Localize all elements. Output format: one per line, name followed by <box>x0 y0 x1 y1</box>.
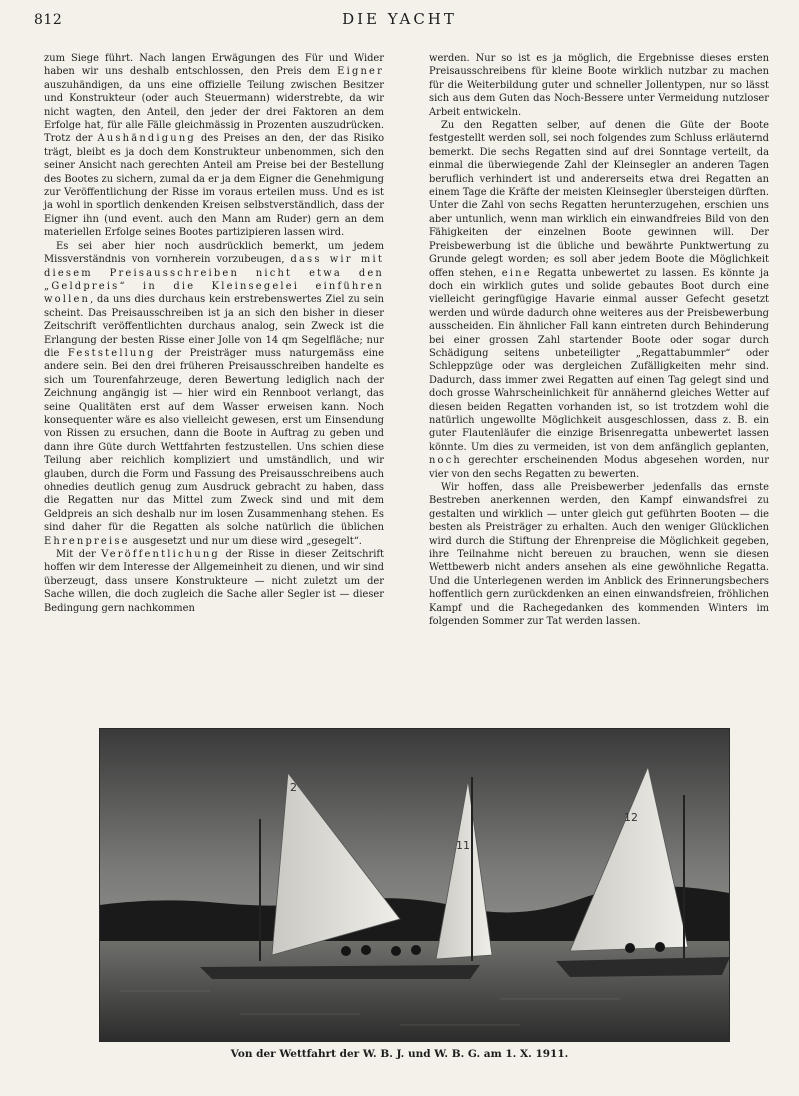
spaced-emphasis: noch <box>429 455 462 467</box>
spaced-emphasis: Feststellung <box>67 347 156 359</box>
hull <box>200 965 480 979</box>
paragraph <box>44 240 384 548</box>
paragraph <box>44 52 384 240</box>
article-body <box>44 52 769 712</box>
sail-number: 11 <box>456 839 470 852</box>
spaced-emphasis: Eigner <box>337 66 384 78</box>
photo-illustration <box>100 729 729 1041</box>
paragraph: werden. Nur so ist es ja möglich, die Ergebnisse dieses ersten Preisausschreibens für kleine Boote wirklich nutzbar zu machen für die Weiterbildung guter und schneller Jollentypen, nur so lässt sich aus dem Guten das Noch-Bessere unter Vermeidung nutzloser Arbeit entwickeln. <box>429 53 769 118</box>
spaced-emphasis: Aushändigung <box>97 133 196 145</box>
spaced-emphasis: Veröffentlichung <box>101 549 220 561</box>
text-run: Zu den Regatten selber, auf denen die Güte der Boote festgestellt werden soll, sei noch folgendes zum Schluss erläuternd bemerkt. Die sechs Regatten sind auf drei Sonntage verteilt, da einmal die überwiegende Zahl der Kleinsegler an anderen Tagen beruflich verhindert ist und andererseits etwa drei Regatten an einem Tage die Kräfte der meisten Kleinsegler übersteigen dürften. Unter die Zahl von sechs Regatten herunterzugehen, erschien uns aber untunlich, wenn man wirklich ein einwandfreies Bild von den Fähigkeiten der einzelnen Boote gewinnen will. Der Preisbewerbung ist die übliche und bewährte Punktwertung zu Grunde gelegt worden; es soll aber jedem Boote die Möglichkeit offen stehen, <box>429 120 769 279</box>
text-run: Regatta unbewertet zu lassen. Es könnte ja doch ein wirklich gutes und solide gebautes Boot durch eine vielleicht geringfügige Havarie einmal ausser Gefecht gesetzt werden und würde dadurch ohne weiteres aus der Preisbewerbung ausscheiden. Ein ähnlicher Fall kann eintreten durch Behinderung bei einer grossen Zahl startender Boote oder sogar durch Schädigung seitens unbeteiligter „Regattabummler“ oder Schleppzüge oder was dergleichen Zufälligkeiten mehr sind. Dadurch, dass immer zwei Regatten auf einen Tag gelegt sind und doch grosse Wahrscheinlichkeit für annähernd gleiches Wetter auf diesen beiden Regatten vorhanden ist, so ist trotzdem wohl die natürlich ungewollte Möglichkeit ausgeschlossen, dass z. B. ein guter Flautenläufer die einzige Brisenregatta unbewertet lassen könnte. Um dies zu vermeiden, ist von dem anfänglich geplanten, <box>429 267 769 453</box>
paragraph <box>44 548 384 615</box>
sail-number: 12 <box>624 811 638 824</box>
spaced-emphasis: dass wir mit diesem Preisausschreiben nicht etwa den „Geldpreis“ in die Kleinsegelei einführen wollen <box>44 254 384 306</box>
paragraph: Wir hoffen, dass alle Preisbewerber jedenfalls das ernste Bestreben anerkennen werden, den Kampf einwandsfrei zu gestalten und wirklich — unter gleich gut geführten Booten — die besten als Preisträger zu erhalten. Auch den weniger Glücklichen wird durch die Stiftung der Ehrenpreise die Möglichkeit gegeben, ihre Teilnahme nicht bereuen zu brauchen, wenn sie diesen Wettbewerb nicht anders ansehen als eine gewöhnliche Regatta. Und die Unterlegenen werden im Anblick des Erinnerungsbechers hoffentlich gern zurückdenken an einen einwandsfreien, fröhlichen Kampf und die Rachegedanken des kommenden Winters im folgenden Sommer zur Tat werden lassen. <box>429 482 769 628</box>
text-run: ausgesetzt und nur um diese wird „gesegelt“. <box>129 535 362 547</box>
text-run: zum Siege führt. Nach langen Erwägungen des Für und Wider haben wir uns deshalb entschlossen, den Preis dem <box>44 53 384 78</box>
regatta-photo <box>99 728 730 1042</box>
photo-caption: Von der Wettfahrt der W. B. J. und W. B. G. am 1. X. 1911. <box>230 1048 569 1060</box>
text-run: Es sei aber hier noch ausdrücklich bemerkt, um jedem Missverständnis von vornherein vorzubeugen, <box>44 240 384 266</box>
text-run: der Preisträger muss naturgemäss eine andere sein. Bei den drei früheren Preisausschreiben handelte es sich um Tourenfahrzeuge, deren Bewertung lediglich nach der Zeichnung angängig ist — hier wird ein Rennboot verlangt, das seine Qualitäten erst auf dem Wasser erweisen kann. Noch konsequenter wäre es also vielleicht gewesen, erst um Einsendung von Rissen zu ersuchen, dann die Boote in Auftrag zu geben und dann ihre Güte durch Wettfahrten festzustellen. Uns schien diese Teilung aber reichlich kompliziert und umständlich, und wir glauben, durch die Form und Fassung des Preisausschreibens auch ohnedies deutlich genug zum Ausdruck gebracht zu haben, dass die Regatten nur das Mittel zum Zweck sind und mit dem Geldpreis an sich deshalb nur im losen Zusammenhang stehen. Es sind daher für die Regatten als solche natürlich die üblichen <box>44 347 384 534</box>
running-title: DIE YACHT <box>342 10 457 28</box>
sail-number: 2 <box>290 781 297 794</box>
text-run: auszuhändigen, da uns eine offizielle Teilung zwischen Besitzer und Konstrukteur (oder auch Steuermann) widerstrebte, da wir nicht wagten, den Anteil, den jeder der drei Faktoren an dem Erfolge hat, für alle Fälle gleichmässig in Prozenten auszudrücken. Trotz der <box>44 79 384 145</box>
spaced-emphasis: Ehrenpreise <box>44 535 130 547</box>
paragraph <box>429 119 769 481</box>
spaced-emphasis: eine <box>501 267 532 279</box>
text-run: gerechter erscheinenden Modus abgesehen worden, nur vier von den sechs Regatten zu bewerten. <box>429 455 769 480</box>
text-run: , da uns dies durchaus kein erstrebenswertes Ziel zu sein scheint. Das Preisausschreiben ist ja an sich den bisher in dieser Zeitschrift veröffentlichten durchaus analog, sein Zweck ist die Erlangung der besten Risse einer Jolle von 14 qm Segelfläche; nur die <box>44 294 384 359</box>
text-run: Mit der <box>56 549 102 561</box>
text-run: der Risse in dieser Zeitschrift hoffen wir dem Interesse der Allgemeinheit zu dienen, und wir sind überzeugt, dass unsere Konstrukteure — nicht zuletzt um der Sache willen, die doch zugleich die Sache aller Segler ist — dieser Bedingung gern nachkommen <box>44 549 385 614</box>
right-column <box>429 52 769 712</box>
text-run: des Preises an den, der das Risiko trägt, bleibt es ja doch dem Konstrukteur unbenommen, sich den seiner Ansicht nach gerechten Anteil am Preise bei der Bestellung des Bootes zu sichern, zumal da er ja dem Eigner die Genehmigung zur Veröffentlichung der Risse im voraus erteilen muss. Und es ist ja wohl in sportlich denkenden Kreisen selbstverständlich, dass der Eigner ihn (und event. auch den Mann am Ruder) gern an dem materiellen Erfolge seines Bootes partizipieren lassen wird. <box>44 133 385 239</box>
page-number: 812 <box>34 12 63 28</box>
left-column <box>44 52 384 712</box>
